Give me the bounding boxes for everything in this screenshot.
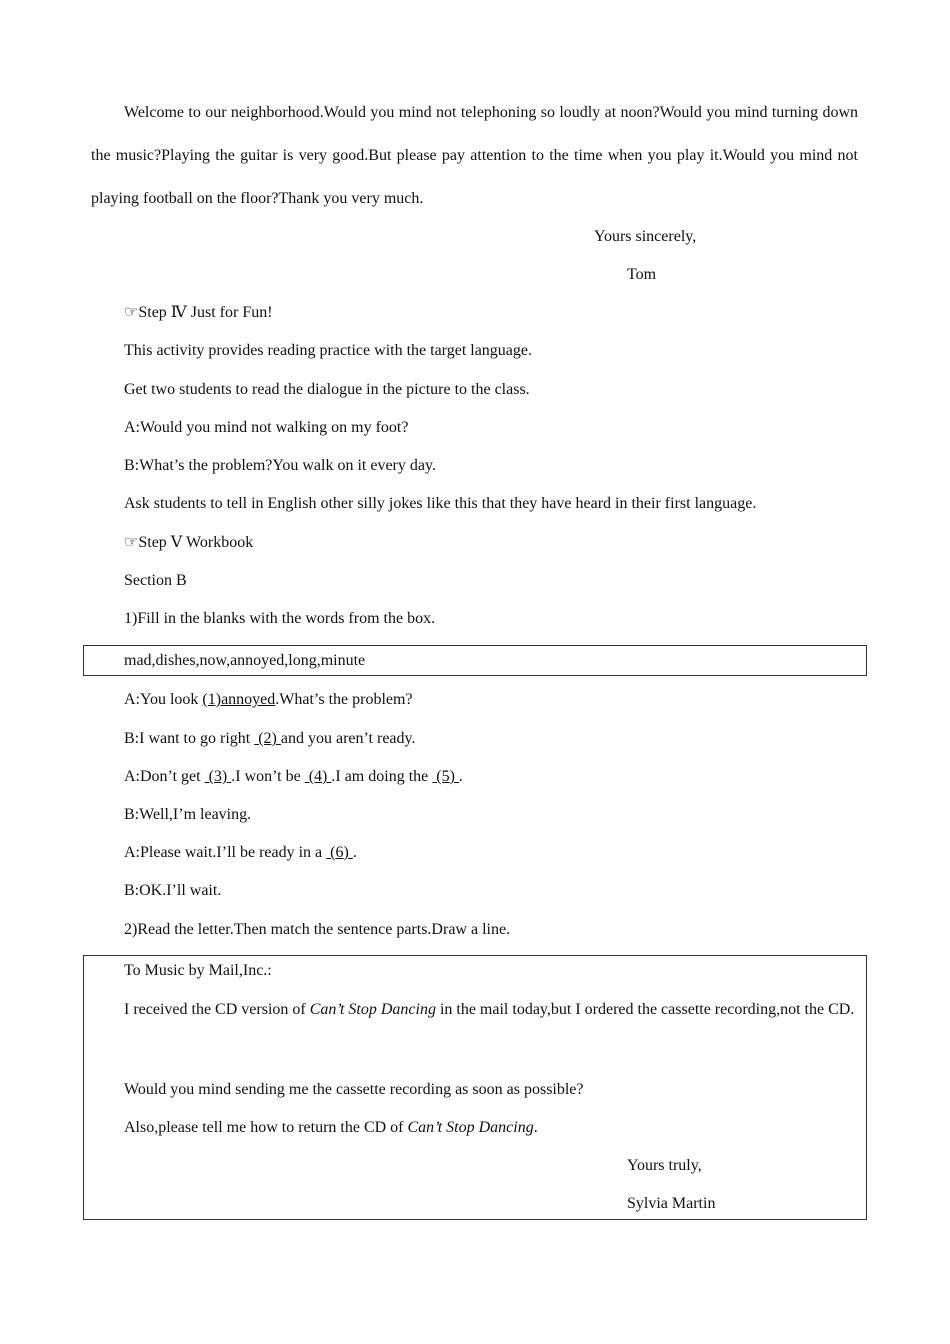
blank-2: (2) — [254, 730, 281, 747]
letter-signature: Tom — [627, 266, 657, 283]
letter2-paragraph-1 — [91, 988, 859, 1031]
letter-body: Welcome to our neighborhood.Would you mind not telephoning so loudly at noon?Would you mind turning down the music?Playing the guitar is very good.But please pay attention to the time when you play it.Would you mind not playing football on the floor?Thank you very much. — [91, 104, 858, 207]
letter2-signature: Sylvia Martin — [627, 1195, 716, 1212]
fill-line-1 — [124, 690, 413, 710]
fill-line-2-post: and you aren’t ready. — [280, 730, 416, 747]
letter2-p1-rest: in the mail today,but I ordered the cassette recording,not the CD. — [435, 1001, 855, 1018]
letter2-closing: Yours truly, — [627, 1157, 702, 1174]
fill-line-3-pre: A:Don’t get — [124, 768, 205, 785]
fill-line-1-pre: A:You look — [124, 691, 203, 708]
fill-line-2-pre: B:I want to go right — [124, 730, 255, 747]
question-1: 1)Fill in the blanks with the words from the box. — [124, 610, 436, 627]
dialogue-line-a: A:Would you mind not walking on my foot? — [124, 419, 409, 436]
answer-1: (1)annoyed — [202, 691, 276, 708]
step5-heading: ☞Step Ⅴ Workbook — [124, 534, 254, 551]
fill-line-3-mid1: .I won’t be — [231, 768, 305, 785]
cd-title: Can’t Stop Dancing — [309, 1001, 436, 1018]
dialogue-line-b: B:What’s the problem?You walk on it every day. — [124, 457, 436, 474]
letter2-p3-post: . — [533, 1119, 538, 1136]
fill-line-3 — [124, 767, 463, 787]
letter2-p1-pre: I received the CD version of — [124, 1001, 310, 1018]
fill-line-5-post: . — [352, 844, 357, 861]
letter2-p3-pre: Also,please tell me how to return the CD of — [124, 1119, 408, 1136]
letter2-paragraph-2: Would you mind sending me the cassette recording as soon as possible? — [124, 1081, 584, 1098]
step4-description: This activity provides reading practice with the target language. — [124, 342, 533, 359]
step4-task: Ask students to tell in English other silly jokes like this that they have heard in their first language. — [124, 495, 757, 512]
section-label: Section B — [124, 572, 187, 589]
blank-3: (3) — [204, 768, 232, 785]
fill-line-4: B:Well,I’m leaving. — [124, 806, 252, 823]
blank-6: (6) — [326, 844, 353, 861]
step4-heading: ☞Step Ⅳ Just for Fun! — [124, 304, 273, 321]
blank-5: (5) — [432, 768, 459, 785]
letter2-salutation: To Music by Mail,Inc.: — [124, 962, 272, 979]
fill-line-5 — [124, 843, 357, 863]
step4-instruction: Get two students to read the dialogue in the picture to the class. — [124, 381, 530, 398]
fill-line-5-pre: A:Please wait.I’ll be ready in a — [124, 844, 327, 861]
fill-line-2 — [124, 729, 415, 749]
question-2: 2)Read the letter.Then match the sentence parts.Draw a line. — [124, 921, 511, 938]
fill-line-1-post: .What’s the problem? — [275, 691, 413, 708]
letter-box — [83, 955, 867, 1220]
fill-line-3-mid2: .I am doing the — [331, 768, 433, 785]
letter-closing: Yours sincerely, — [594, 228, 697, 245]
word-box-text: mad,dishes,now,annoyed,long,minute — [124, 652, 366, 669]
blank-4: (4) — [304, 768, 332, 785]
word-box — [83, 645, 867, 676]
fill-line-6: B:OK.I’ll wait. — [124, 882, 222, 899]
letter2-paragraph-3 — [124, 1118, 538, 1138]
fill-line-3-post: . — [458, 768, 463, 785]
cd-title-2: Can’t Stop Dancing — [407, 1119, 534, 1136]
